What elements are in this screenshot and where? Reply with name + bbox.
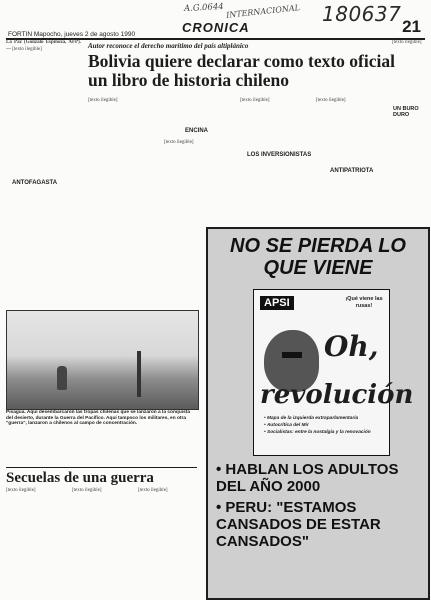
second-article-column-3: [texto ilegible] — [138, 488, 168, 493]
lead-dateline: La Paz (Gonzalo Espinoza, AFP).— — [6, 40, 81, 52]
photo-post — [137, 351, 141, 397]
second-article-headline: Secuelas de una guerra — [6, 470, 154, 486]
ad-feature-1: • HABLAN LOS ADULTOS DEL AÑO 2000 — [216, 461, 399, 495]
lead-text: [texto ilegible] — [12, 46, 42, 52]
subhead-encina: ENCINA — [185, 128, 209, 134]
archive-stamp: A.G.0644 — [183, 1, 224, 15]
subhead-inversionistas: LOS INVERSIONISTAS — [247, 152, 312, 158]
news-photo — [6, 310, 199, 410]
cover-tagline: ¡Qué viene las rusas! — [345, 296, 383, 309]
subhead-buro: UN BURO DURO — [393, 106, 419, 118]
body-column-6: [texto ilegible] — [392, 40, 422, 45]
photo-figure — [57, 366, 67, 390]
clipping-number: 180637 — [322, 2, 402, 26]
article-headline: Bolivia quiere declarar como texto oficial un libro de historia chileno — [88, 51, 395, 90]
subhead-antipatriota: ANTIPATRIOTA — [330, 168, 374, 174]
body-column-3: [texto ilegible] — [164, 140, 194, 145]
article-kicker: Autor reconoce el derecho marítimo del país altiplánico — [88, 42, 249, 50]
cover-bullet: • Mapa de la izquierda extraparlamentaria — [264, 416, 359, 421]
body-column-4: [texto ilegible] — [240, 98, 270, 103]
body-column-2: [texto ilegible] — [88, 98, 118, 103]
archive-stamp-category: INTERNACIONAL — [225, 3, 301, 20]
cover-sunglasses — [282, 352, 302, 358]
cover-headline-line-1: Oh, — [324, 330, 379, 363]
masthead-dateline: FORTIN Mapocho, jueves 2 de agosto 1990 — [8, 31, 136, 38]
magazine-logo: APSI — [260, 296, 294, 310]
body-column-5: [texto ilegible] — [316, 98, 346, 103]
magazine-cover — [253, 289, 414, 456]
cover-bullet: • Socialistas: entre la nostalgia y la renovación — [264, 430, 371, 435]
second-article-rule — [6, 467, 197, 468]
ad-feature-2: • PERU: "ESTAMOS CANSADOS DE ESTAR CANSADOS" — [216, 499, 381, 550]
lead-column — [6, 40, 81, 310]
magazine-advertisement — [206, 227, 430, 600]
photo-caption: Pisagua. Aquí desembarcaron las tropas chilenas que se lanzaron a la conquista del desierto, durante la Guerra del Pacífico. Aquí tampoco los militares, en otra "guerra", lanzaron a chilenos al campo de concentración. — [6, 410, 191, 427]
second-article-column-2: [texto ilegible] — [72, 488, 102, 493]
second-article-column-1: [texto ilegible] — [6, 488, 36, 493]
ad-slogan: NO SE PIERDA LO QUE VIENE — [230, 235, 406, 279]
section-name: CRONICA — [182, 20, 250, 35]
subhead-antofagasta: ANTOFAGASTA — [12, 180, 58, 186]
page-number: 21 — [402, 17, 421, 36]
cover-bullet: • Autocrítica del Mir — [264, 423, 309, 428]
cover-headline-line-2: revolución — [260, 380, 414, 410]
